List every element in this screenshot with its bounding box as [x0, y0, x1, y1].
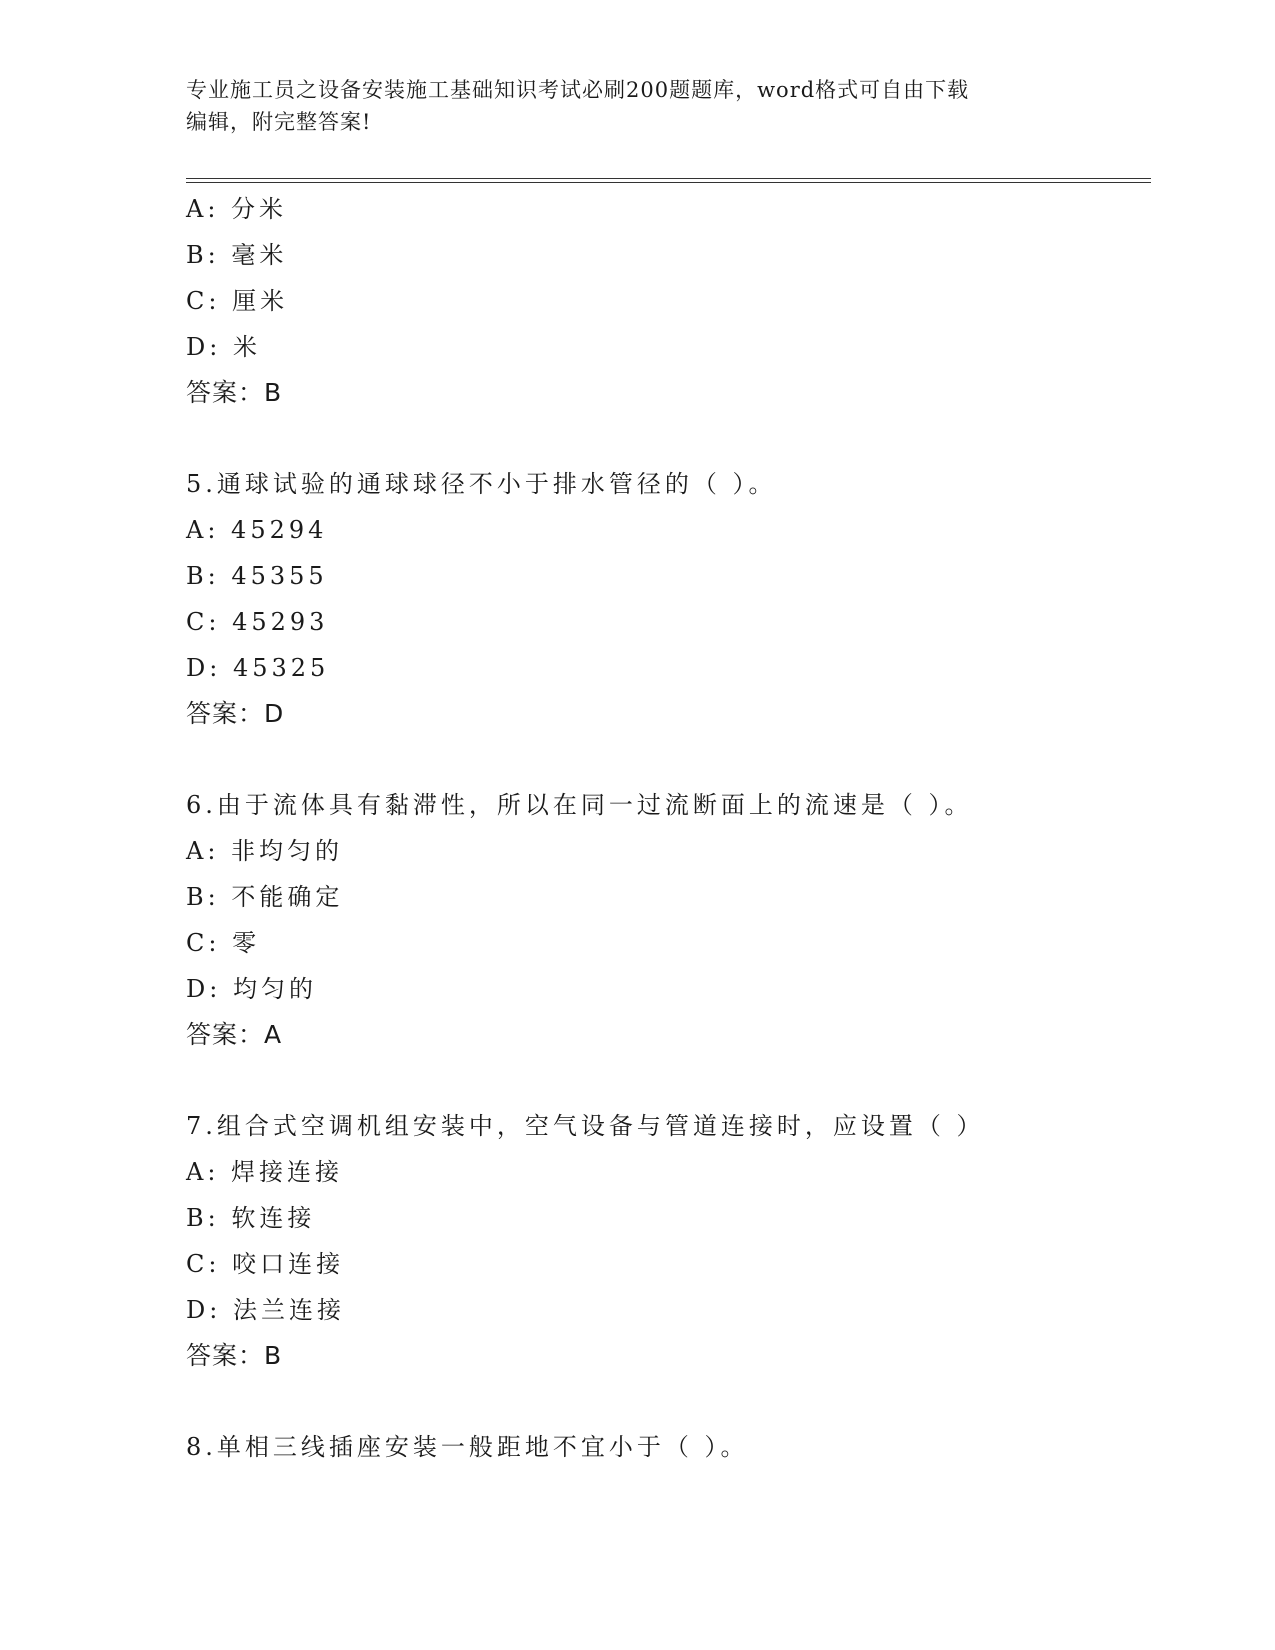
question-5-option-b: B: 45355	[186, 562, 328, 590]
question-6-option-d: D: 均匀的	[186, 975, 317, 1003]
question-6-option-a: A: 非均匀的	[186, 837, 344, 865]
question-6-option-c: C: 零	[186, 929, 261, 957]
question-7-block	[186, 1103, 1146, 1379]
question-4-option-d: D: 米	[186, 333, 261, 361]
question-5-option-a: A: 45294	[186, 516, 328, 544]
spacer	[186, 737, 1146, 782]
question-6-stem: 6.由于流体具有黏滞性，所以在同一过流断面上的流速是（ ）。	[186, 791, 973, 819]
question-7-stem: 7.组合式空调机组安装中，空气设备与管道连接时，应设置（ ）	[186, 1112, 985, 1140]
document-header	[186, 74, 1086, 138]
question-5-block	[186, 461, 1146, 737]
question-5-option-d: D: 45325	[186, 654, 330, 682]
question-7-option-d: D: 法兰连接	[186, 1296, 345, 1324]
question-4-option-c: C: 厘米	[186, 287, 289, 315]
question-7-option-c: C: 咬口连接	[186, 1250, 345, 1278]
question-4-option-a: A: 分米	[186, 195, 288, 223]
header-line-1: 专业施工员之设备安装施工基础知识考试必刷200题题库，word格式可自由下载	[186, 78, 970, 102]
question-8-stem: 8.单相三线插座安装一般距地不宜小于（ ）。	[186, 1433, 749, 1461]
header-line-2: 编辑，附完整答案!	[186, 110, 372, 134]
question-5-stem: 5.通球试验的通球球径不小于排水管径的（ ）。	[186, 470, 777, 498]
question-4-option-b: B: 毫米	[186, 241, 288, 269]
question-7-answer: 答案：B	[186, 1341, 283, 1370]
question-list	[186, 186, 1146, 1470]
question-7-option-b: B: 软连接	[186, 1204, 316, 1232]
question-8-block	[186, 1424, 1146, 1470]
question-6-option-b: B: 不能确定	[186, 883, 344, 911]
spacer	[186, 1379, 1146, 1424]
spacer	[186, 416, 1146, 461]
question-4-block	[186, 186, 1146, 416]
spacer	[186, 1058, 1146, 1103]
question-6-block	[186, 782, 1146, 1058]
question-7-option-a: A: 焊接连接	[186, 1158, 344, 1186]
question-6-answer: 答案：A	[186, 1020, 283, 1049]
header-divider	[186, 178, 1151, 183]
question-4-answer: 答案：B	[186, 378, 283, 407]
question-5-option-c: C: 45293	[186, 608, 329, 636]
question-5-answer: 答案：D	[186, 699, 285, 728]
